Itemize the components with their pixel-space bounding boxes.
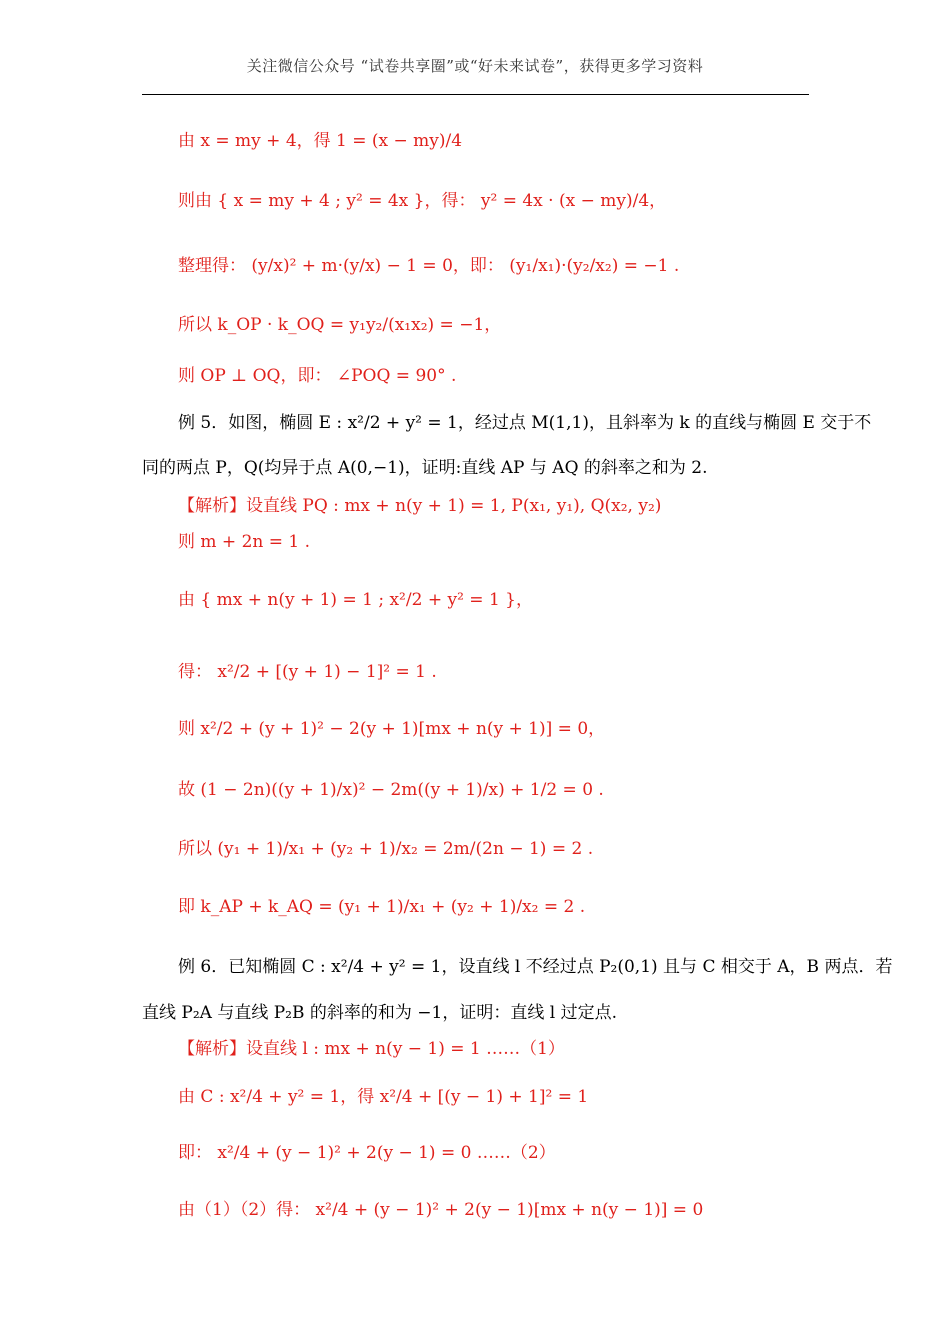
solution-line: 【解析】设直线 PQ : mx + n(y + 1) = 1, P(x₁, y₁), Q(x₂, y₂) <box>178 496 662 516</box>
example-6-statement: 例 6．已知椭圆 C : x²/4 + y² = 1，设直线 l 不经过点 P₂(0,1) 且与 C 相交于 A，B 两点．若 <box>178 957 893 977</box>
solution-line: 则 OP ⊥ OQ，即： ∠POQ = 90° . <box>178 366 457 386</box>
solution-line: 【解析】设直线 l : mx + n(y − 1) = 1 ……（1） <box>178 1039 565 1059</box>
solution-line: 所以 (y₁ + 1)/x₁ + (y₂ + 1)/x₂ = 2m/(2n − 1) = 2 . <box>178 839 594 859</box>
solution-line: 由（1）（2）得： x²/4 + (y − 1)² + 2(y − 1)[mx + n(y − 1)] = 0 <box>178 1200 704 1220</box>
solution-line: 由 x = my + 4，得 1 = (x − my)/4 <box>178 131 463 151</box>
solution-line: 所以 k_OP · k_OQ = y₁y₂/(x₁x₂) = −1， <box>178 315 502 335</box>
example-5-statement-cont: 同的两点 P，Q(均异于点 A(0,−1)，证明:直线 AP 与 AQ 的斜率之和为 2. <box>142 458 708 478</box>
solution-line: 则 m + 2n = 1 . <box>178 532 311 552</box>
solution-line: 由 { mx + n(y + 1) = 1 ; x²/2 + y² = 1 }， <box>178 590 533 610</box>
solution-line: 即： x²/4 + (y − 1)² + 2(y − 1) = 0 ……（2） <box>178 1143 556 1163</box>
solution-line: 由 C : x²/4 + y² = 1，得 x²/4 + [(y − 1) + 1]² = 1 <box>178 1087 589 1107</box>
solution-line: 整理得： (y/x)² + m·(y/x) − 1 = 0，即： (y₁/x₁)·(y₂/x₂) = −1 . <box>178 256 680 276</box>
solution-line: 得： x²/2 + [(y + 1) − 1]² = 1 . <box>178 662 437 682</box>
solution-line: 则由 { x = my + 4 ; y² = 4x }，得： y² = 4x · (x − my)/4， <box>178 191 667 211</box>
example-6-statement-cont: 直线 P₂A 与直线 P₂B 的斜率的和为 −1，证明：直线 l 过定点. <box>142 1003 618 1023</box>
page-header: 关注微信公众号 “试卷共享圈”或“好未来试卷”，获得更多学习资料 <box>246 57 704 75</box>
solution-line: 即 k_AP + k_AQ = (y₁ + 1)/x₁ + (y₂ + 1)/x₂ = 2 . <box>178 897 586 917</box>
example-5-statement: 例 5．如图，椭圆 E : x²/2 + y² = 1，经过点 M(1,1)，且斜率为 k 的直线与椭圆 E 交于不 <box>178 413 872 433</box>
solution-line: 故 (1 − 2n)((y + 1)/x)² − 2m((y + 1)/x) + 1/2 = 0 . <box>178 780 604 800</box>
header-divider <box>142 94 809 95</box>
solution-line: 则 x²/2 + (y + 1)² − 2(y + 1)[mx + n(y + 1)] = 0， <box>178 719 606 739</box>
